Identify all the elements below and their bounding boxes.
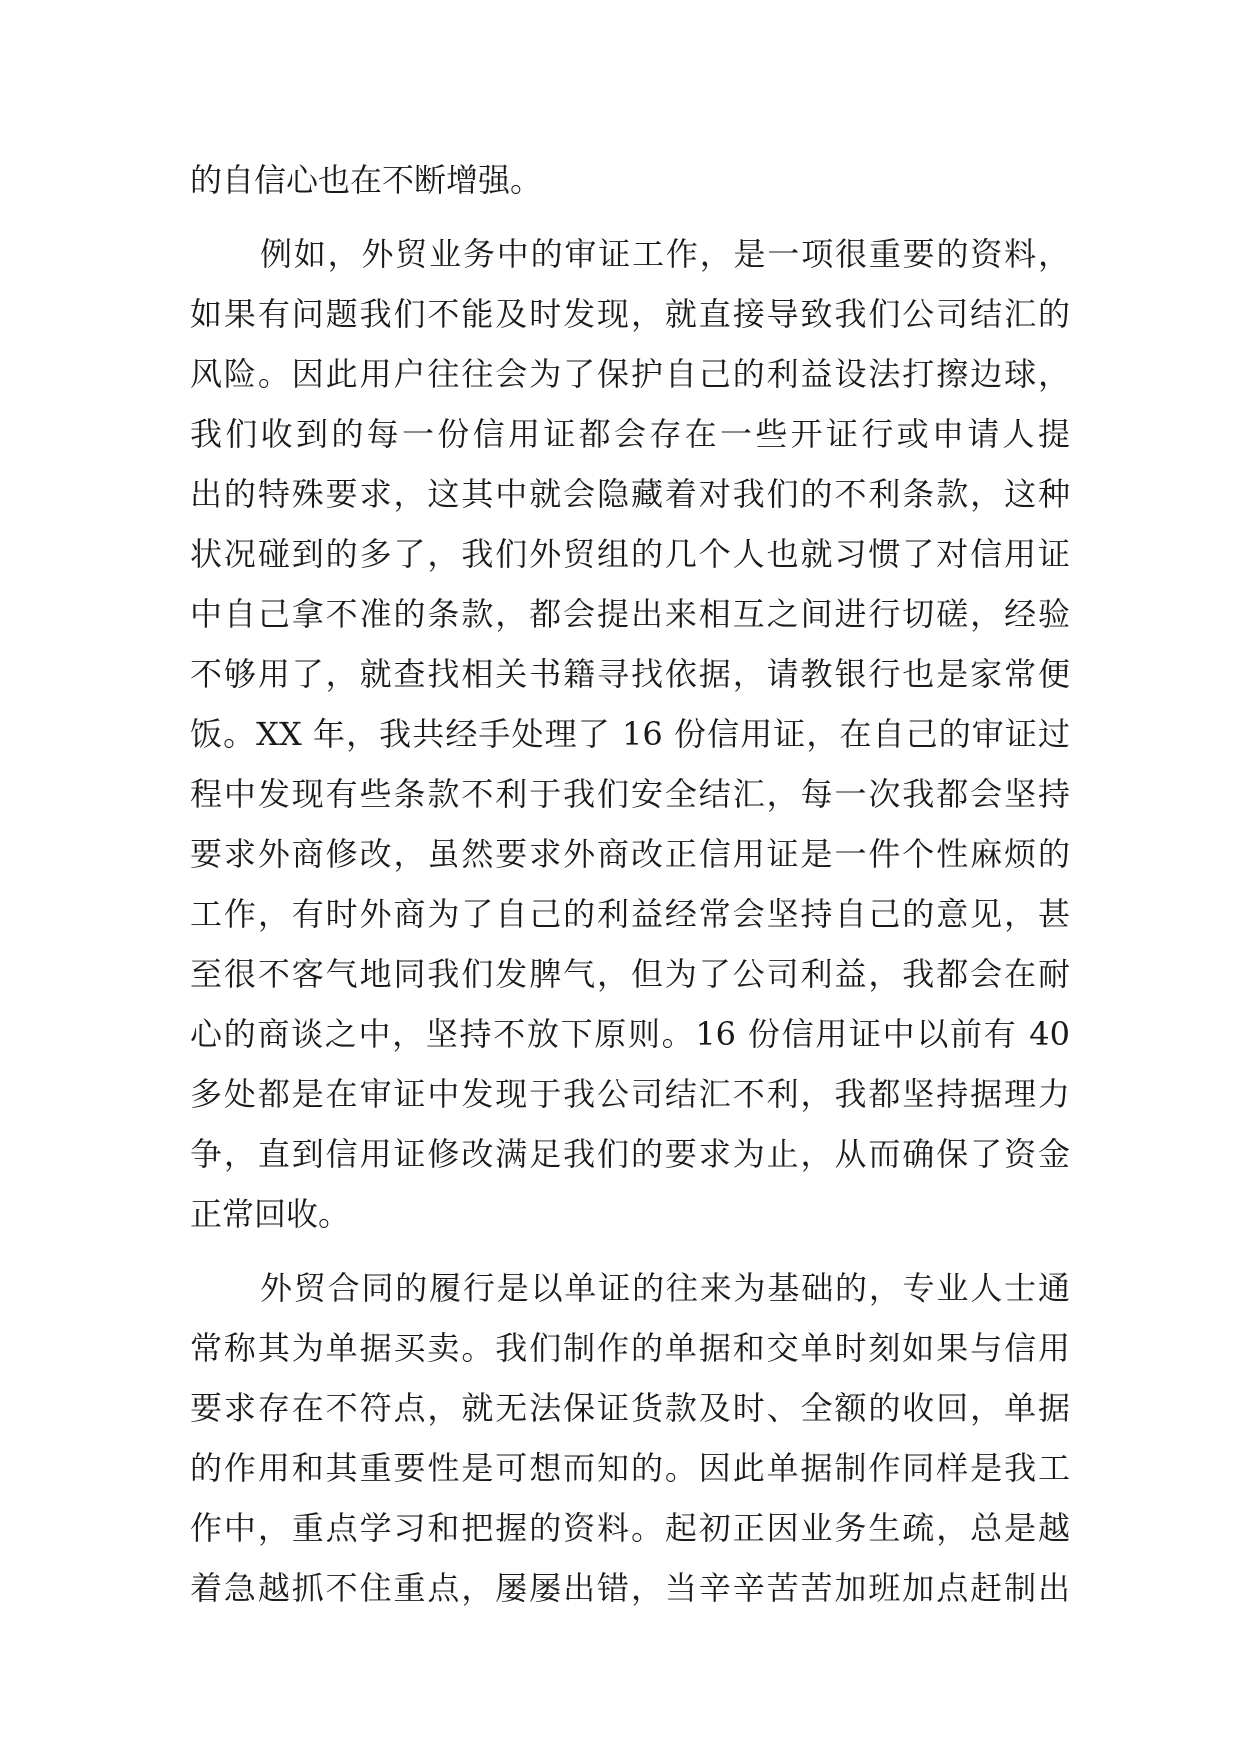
paragraph-2-line-16: 争，直到信用证修改满足我们的要求为止，从而确保了资金: [190, 1135, 1070, 1173]
paragraph-2-line-11: 要求外商修改，虽然要求外商改正信用证是一件个性麻烦的: [190, 835, 1070, 873]
body-text: [190, 150, 1070, 1618]
paragraph-2-line-6: 状况碰到的多了，我们外贸组的几个人也就习惯了对信用证: [190, 535, 1070, 573]
paragraph-2-line-10: 程中发现有些条款不利于我们安全结汇，每一次我都会坚持: [190, 775, 1070, 813]
paragraph-gap: [190, 1244, 1070, 1258]
paragraph-3-line-5: 作中，重点学习和把握的资料。起初正因业务生疏，总是越: [190, 1509, 1070, 1547]
paragraph-3-line-4: 的作用和其重要性是可想而知的。因此单据制作同样是我工: [190, 1449, 1070, 1487]
paragraph-3-line-3: 要求存在不符点，就无法保证货款及时、全额的收回，单据: [190, 1389, 1070, 1427]
paragraph-2-line-15: 多处都是在审证中发现于我公司结汇不利，我都坚持据理力: [190, 1075, 1070, 1113]
paragraph-2-line-12: 工作，有时外商为了自己的利益经常会坚持自己的意见，甚: [190, 895, 1070, 933]
paragraph-2-line-9: 饭。XX 年，我共经手处理了 16 份信用证，在自己的审证过: [190, 715, 1070, 753]
paragraph-2-line-13: 至很不客气地同我们发脾气，但为了公司利益，我都会在耐: [190, 955, 1070, 993]
paragraph-2-line-17: 正常回收。: [190, 1195, 351, 1233]
paragraph-2-line-1: 例如，外贸业务中的审证工作，是一项很重要的资料，: [260, 235, 1070, 273]
paragraph-2-line-3: 风险。因此用户往往会为了保护自己的利益设法打擦边球，: [190, 355, 1070, 393]
paragraph-2-line-8: 不够用了，就查找相关书籍寻找依据，请教银行也是家常便: [190, 655, 1070, 693]
paragraph-2-line-2: 如果有问题我们不能及时发现，就直接导致我们公司结汇的: [190, 295, 1070, 333]
paragraph-2-line-7: 中自己拿不准的条款，都会提出来相互之间进行切磋，经验: [190, 595, 1070, 633]
paragraph-1-line-1: 的自信心也在不断增强。: [190, 161, 543, 199]
paragraph-2-line-5: 出的特殊要求，这其中就会隐藏着对我们的不利条款，这种: [190, 475, 1070, 513]
paragraph-2-line-14: 心的商谈之中，坚持不放下原则。16 份信用证中以前有 40: [190, 1015, 1070, 1053]
paragraph-2-line-4: 我们收到的每一份信用证都会存在一些开证行或申请人提: [190, 415, 1070, 453]
paragraph-3-line-2: 常称其为单据买卖。我们制作的单据和交单时刻如果与信用: [190, 1329, 1070, 1367]
paragraph-3-line-6: 着急越抓不住重点，屡屡出错，当辛辛苦苦加班加点赶制出: [190, 1569, 1070, 1607]
paragraph-gap: [190, 210, 1070, 224]
paragraph-3-line-1: 外贸合同的履行是以单证的往来为基础的，专业人士通: [260, 1269, 1070, 1307]
